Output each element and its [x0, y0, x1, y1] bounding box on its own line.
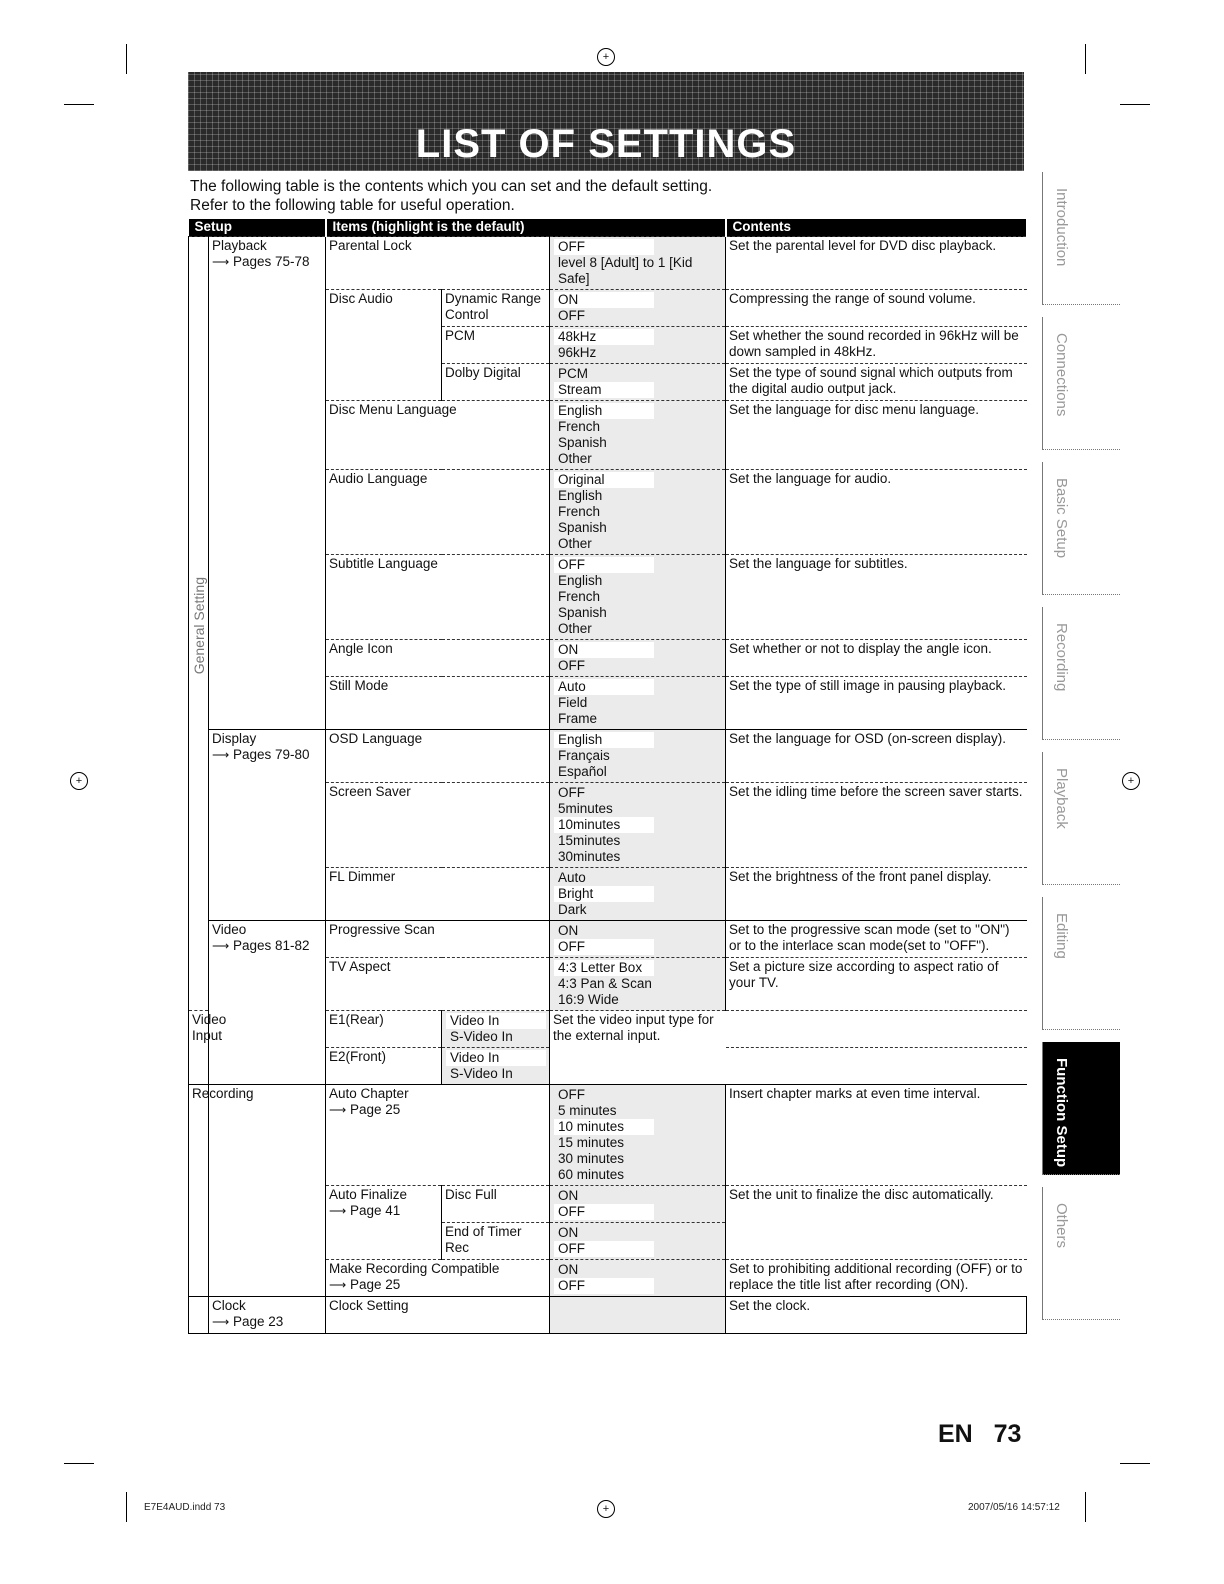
option-list: [550, 290, 726, 327]
tab-label: Basic Setup: [1053, 478, 1070, 559]
item-label: Disc Menu Language: [326, 401, 550, 470]
item-description: Compressing the range of sound volume.: [726, 290, 1027, 327]
option-list: [550, 237, 726, 290]
option: Spanish: [558, 435, 607, 450]
option: Other: [558, 536, 592, 551]
option: PCM: [558, 366, 589, 381]
group-pages: Pages 79-80: [232, 747, 310, 762]
item-description: Set the brightness of the front panel display.: [726, 868, 1027, 921]
tab-playback[interactable]: [1042, 752, 1120, 885]
item-description: Set to the progressive scan mode (set to "ON") or to the interlace scan mode(set to "OFF").: [726, 921, 1027, 958]
tab-label: Function Setup: [1053, 1058, 1070, 1168]
group-label: Recording: [192, 1086, 254, 1101]
option: 30minutes: [558, 849, 621, 864]
title-banner: [188, 72, 1024, 171]
tab-editing[interactable]: [1042, 897, 1120, 1030]
option-default: Original: [554, 472, 654, 488]
sub-item-label: End of Timer Rec: [442, 1223, 550, 1260]
tab-label: Others: [1053, 1203, 1070, 1249]
crop-mark: [64, 104, 94, 105]
option: Français: [558, 748, 610, 763]
tab-label: Playback: [1053, 768, 1070, 829]
group-recording: [189, 1085, 254, 1297]
option-default: 10 minutes: [554, 1119, 654, 1135]
tab-introduction[interactable]: [1042, 172, 1120, 305]
crop-mark: [1120, 1463, 1150, 1464]
option-list: [550, 327, 726, 364]
option-list: [550, 868, 726, 921]
option: English: [558, 488, 603, 503]
item-page: Page 25: [349, 1102, 401, 1117]
page-lang: EN: [938, 1420, 973, 1448]
page-title: LIST OF SETTINGS: [415, 122, 797, 166]
option-list: [550, 730, 726, 783]
item-label-text: Auto Chapter: [329, 1086, 409, 1101]
header-items: Items (highlight is the default): [326, 219, 726, 237]
tab-label: Recording: [1053, 623, 1070, 692]
item-label: Still Mode: [326, 677, 550, 730]
arrow-icon: ⟶: [212, 255, 230, 269]
option: ON: [558, 923, 579, 938]
option-list: [550, 677, 726, 730]
option-list: [550, 401, 726, 470]
sub-item-label: E1(Rear): [326, 1011, 442, 1048]
registration-icon: +: [1122, 772, 1140, 790]
option: Other: [558, 451, 592, 466]
tab-label: Editing: [1053, 913, 1070, 959]
item-description: Set the parental level for DVD disc playback.: [726, 237, 1027, 290]
header-setup: Setup: [189, 219, 326, 237]
item-description: Set the language for subtitles.: [726, 555, 1027, 640]
footer-file: E7E4AUD.indd 73: [144, 1502, 226, 1513]
arrow-icon: ⟶: [212, 748, 230, 762]
item-label: Screen Saver: [326, 783, 550, 868]
item-label: [326, 1186, 442, 1260]
item-label: Parental Lock: [326, 237, 550, 290]
arrow-icon: ⟶: [212, 939, 230, 953]
option: 30 minutes: [558, 1151, 625, 1166]
item-label: TV Aspect: [326, 958, 550, 1011]
option: ON: [558, 1188, 579, 1203]
option-list: [550, 364, 726, 401]
option: 15 minutes: [558, 1135, 625, 1150]
option-default: OFF: [554, 1241, 654, 1257]
settings-table: [188, 219, 1028, 1334]
option-list: [442, 1011, 550, 1048]
group-label: Display: [212, 731, 257, 746]
arrow-icon: ⟶: [212, 1315, 230, 1329]
option: 16:9 Wide: [558, 992, 619, 1007]
option-list: [550, 1223, 726, 1260]
option-default: 10minutes: [554, 817, 654, 833]
option-default: Video In: [446, 1050, 546, 1066]
option-default: Bright: [554, 886, 654, 902]
option-default: ON: [554, 642, 654, 658]
option: Español: [558, 764, 607, 779]
item-label-text: Auto Finalize: [329, 1187, 408, 1202]
group-playback: [209, 237, 326, 730]
option: 15minutes: [558, 833, 621, 848]
option: S-Video In: [450, 1029, 513, 1044]
item-page: Page 25: [349, 1277, 401, 1292]
item-page: Page 41: [349, 1203, 401, 1218]
option: French: [558, 504, 601, 519]
option: OFF: [558, 1087, 586, 1102]
option: Field: [558, 695, 588, 710]
tab-basic-setup[interactable]: [1042, 462, 1120, 595]
item-description: Set the type of still image in pausing playback.: [726, 677, 1027, 730]
option-default: OFF: [554, 557, 654, 573]
registration-icon: +: [70, 772, 88, 790]
option-list: [550, 1186, 726, 1223]
option: ON: [558, 1225, 579, 1240]
option-default: English: [554, 732, 654, 748]
registration-icon: +: [597, 1500, 615, 1518]
header-contents: Contents: [726, 219, 1027, 237]
option-default: Stream: [554, 382, 654, 398]
arrow-icon: ⟶: [329, 1204, 347, 1218]
tab-others[interactable]: [1042, 1187, 1120, 1320]
item-label: [326, 1260, 550, 1297]
tab-connections[interactable]: [1042, 317, 1120, 450]
item-label: Audio Language: [326, 470, 550, 555]
option-default: 4:3 Letter Box: [554, 960, 654, 976]
group-label: Clock: [212, 1298, 246, 1313]
group-clock: [209, 1297, 326, 1334]
group-display: [209, 730, 326, 921]
group-pages: Pages 75-78: [232, 254, 310, 269]
option-default: ON: [554, 292, 654, 308]
tab-label: Connections: [1053, 333, 1070, 417]
option-list: [442, 1048, 550, 1085]
item-label: Video Input: [189, 1011, 209, 1085]
option: level 8 [Adult] to 1 [Kid Safe]: [558, 255, 693, 286]
item-description: Set to prohibiting additional recording (OFF) or to replace the title list after recording (ON).: [726, 1260, 1027, 1297]
sub-item-label: Disc Full: [442, 1186, 550, 1223]
option: S-Video In: [450, 1066, 513, 1081]
option-default: OFF: [554, 239, 654, 255]
item-description: Set the idling time before the screen saver starts.: [726, 783, 1027, 868]
item-description: Insert chapter marks at even time interval.: [726, 1085, 1027, 1186]
option: French: [558, 589, 601, 604]
option-default: OFF: [554, 939, 654, 955]
general-setting-cell: [189, 237, 209, 1011]
option: 60 minutes: [558, 1167, 625, 1182]
option-default: English: [554, 403, 654, 419]
option-list: [550, 470, 726, 555]
option: 5minutes: [558, 801, 613, 816]
option-list: [550, 921, 726, 958]
option: Auto: [558, 870, 586, 885]
item-label: Angle Icon: [326, 640, 550, 677]
intro-line: Refer to the following table for useful operation.: [190, 197, 515, 214]
option: 5 minutes: [558, 1103, 617, 1118]
option-list: [550, 1297, 726, 1334]
item-label: Disc Audio: [326, 290, 442, 401]
item-description: Set the clock.: [726, 1297, 1027, 1334]
item-description: Set the unit to finalize the disc automatically.: [726, 1186, 1027, 1260]
clock-pad: [189, 1297, 209, 1334]
option: 4:3 Pan & Scan: [558, 976, 652, 991]
crop-mark: [126, 1492, 127, 1522]
option-default: Auto: [554, 679, 654, 695]
item-description: Set the language for disc menu language.: [726, 401, 1027, 470]
arrow-icon: ⟶: [329, 1103, 347, 1117]
group-pages: Page 23: [232, 1314, 284, 1329]
crop-mark: [1120, 104, 1150, 105]
sub-item-label: Dynamic Range Control: [442, 290, 550, 327]
option-default: 48kHz: [554, 329, 654, 345]
group-label: Video: [212, 922, 247, 937]
option-list: [550, 1085, 726, 1186]
item-label: OSD Language: [326, 730, 550, 783]
group-label: Playback: [212, 238, 267, 253]
option: English: [558, 573, 603, 588]
page-number: [938, 1420, 1021, 1449]
item-description: Set whether the sound recorded in 96kHz will be down sampled in 48kHz.: [726, 327, 1027, 364]
item-label: FL Dimmer: [326, 868, 550, 921]
sub-item-label: E2(Front): [326, 1048, 442, 1085]
option: ON: [558, 1262, 579, 1277]
tab-function-setup[interactable]: [1042, 1042, 1120, 1175]
option: OFF: [558, 308, 586, 323]
general-setting-label: General Setting: [191, 576, 207, 675]
option: 96kHz: [558, 345, 597, 360]
option-list: [550, 958, 726, 1011]
group-video: [209, 921, 326, 1085]
option-list: [550, 783, 726, 868]
option: Frame: [558, 711, 598, 726]
intro-line: The following table is the contents which you can set and the default setting.: [190, 178, 713, 195]
option-list: [550, 640, 726, 677]
page-num: 73: [993, 1420, 1022, 1448]
item-label: Progressive Scan: [326, 921, 550, 958]
option: Spanish: [558, 520, 607, 535]
item-label-text: Make Recording Compatible: [329, 1261, 500, 1276]
group-pages: Pages 81-82: [232, 938, 310, 953]
option: Spanish: [558, 605, 607, 620]
option: OFF: [558, 658, 586, 673]
option: Dark: [558, 902, 587, 917]
option-default: OFF: [554, 1204, 654, 1220]
tab-label: Introduction: [1053, 188, 1070, 267]
crop-mark: [1085, 1492, 1086, 1522]
item-label: Clock Setting: [326, 1297, 550, 1334]
option: French: [558, 419, 601, 434]
arrow-icon: ⟶: [329, 1278, 347, 1292]
tab-recording[interactable]: [1042, 607, 1120, 740]
option: OFF: [558, 785, 586, 800]
option: Other: [558, 621, 592, 636]
crop-mark: [64, 1463, 94, 1464]
option-default: Video In: [446, 1013, 546, 1029]
item-description: Set the language for audio.: [726, 470, 1027, 555]
item-description: Set the video input type for the external input.: [550, 1011, 726, 1085]
section-tabs: [1042, 172, 1120, 1332]
crop-mark: [1085, 44, 1086, 74]
item-label: Subtitle Language: [326, 555, 550, 640]
item-label: [326, 1085, 550, 1186]
registration-icon: +: [597, 48, 615, 66]
crop-mark: [126, 44, 127, 74]
option-list: [550, 555, 726, 640]
group-recording-pad: [209, 1085, 326, 1297]
item-description: Set whether or not to display the angle icon.: [726, 640, 1027, 677]
item-description: Set the language for OSD (on-screen display).: [726, 730, 1027, 783]
sub-item-label: PCM: [442, 327, 550, 364]
option-list: [550, 1260, 726, 1297]
item-description: Set a picture size according to aspect ratio of your TV.: [726, 958, 1027, 1011]
footer-stamp: 2007/05/16 14:57:12: [968, 1502, 1060, 1513]
item-description: Set the type of sound signal which outputs from the digital audio output jack.: [726, 364, 1027, 401]
sub-item-label: Dolby Digital: [442, 364, 550, 401]
option-default: OFF: [554, 1278, 654, 1294]
